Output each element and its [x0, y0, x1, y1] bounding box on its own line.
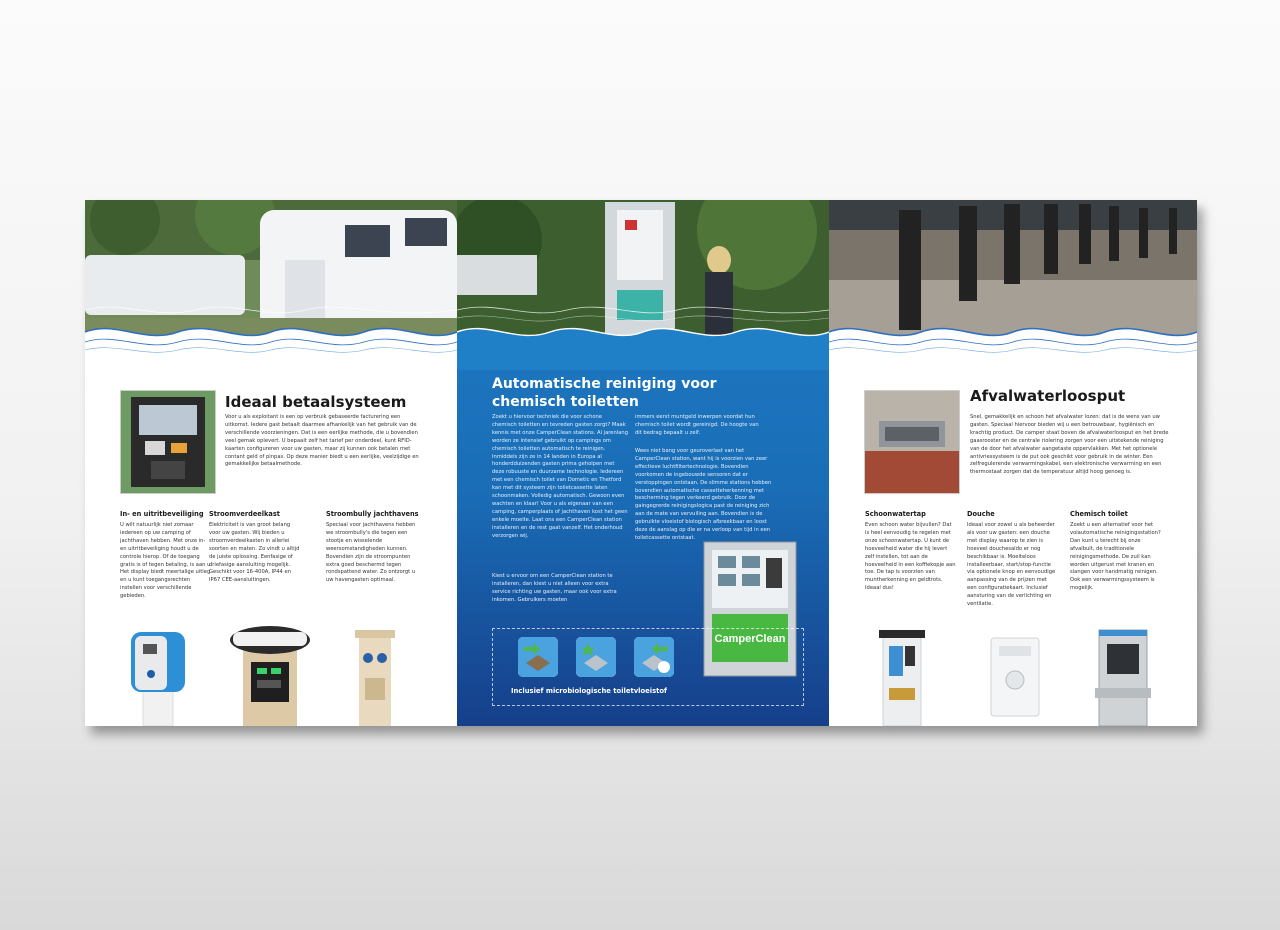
- badge-fluid-icon: [634, 637, 674, 677]
- title-line-1: Automatische reiniging voor: [492, 376, 717, 392]
- payment-terminal-photo: [120, 390, 216, 494]
- column-heading: Douche: [967, 510, 995, 518]
- shower-display-unit-image: [989, 636, 1041, 718]
- wastewater-title: Afvalwaterloosput: [970, 387, 1126, 405]
- wave-divider: [85, 270, 457, 370]
- wave-divider: [829, 270, 1197, 370]
- column-text: Elektriciteit is van groot belang voor uw gasten. Wij bieden u stroomverdeelkasten in allerlei soorten en maten. Zo vindt u altijd de juiste oplossing. Eenfasige of driefasige aansluiting mogelijk. Geschikt voor 16-400A, IP44 en IP67 CEE-aansluitingen.: [209, 522, 300, 584]
- chemical-toilet-dump-station-image: [1091, 628, 1155, 726]
- chemical-body-col2: immers eerst muntgeld inwerpen voordat hun chemisch toilet wordt gereinigd. De hoogte van dit bedrag bepaalt u zelf.: [635, 414, 759, 436]
- access-control-pillar-image: [125, 630, 191, 726]
- payment-title: Ideaal betaalsysteem: [225, 393, 407, 411]
- feature-badges: [492, 628, 804, 706]
- badge-insert-icon: [518, 637, 558, 677]
- drain-pit-photo: [864, 390, 960, 494]
- column-heading: Stroomverdeelkast: [209, 510, 280, 518]
- chemical-body-col1b: Kiest u ervoor om een CamperClean station te installeren, dan kiest u niet alleen voor extra service richting uw gasten, maar ook voor extra inkomen. Gebruikers moeten: [492, 573, 617, 603]
- brochure-spread: [85, 200, 1197, 726]
- payment-intro: Voor u als exploitant is een op verbruik gebaseerde facturering een uitkomst. Iedere gast betaalt daarmee afhankelijk van het gebruik van de verschillende voorzieningen. Dat is een eerlijke methode, die u bovendien veel gemak oplevert. U bepaalt zelf het tarief per onderdeel, kunt RFID-kaarten configureren voor uw gasten, maar zij kunnen ook betalen met contant geld of pinpas. Op deze manier biedt u een eerlijke, veelzijdige en gemakkelijke betaalmethode.: [225, 414, 419, 468]
- marina-power-bollard-image: [345, 628, 405, 726]
- column-text: Even schoon water bijvullen? Dat is heel eenvoudig te regelen met onze schoonwatertap. U kunt de hoeveelheid water die hij levert zelf instellen, tot aan de hoeveelheid in een koffiekopje aan toe. De tap is voorzien van muntherkenning en geldtrots. Ideaal dus!: [865, 522, 956, 592]
- column-heading: Stroombully jachthavens: [326, 510, 419, 518]
- chemical-toilet-title: [492, 375, 812, 411]
- panel-payment: [85, 200, 457, 726]
- panel-wastewater: [829, 200, 1197, 726]
- title-line-2: chemisch toiletten: [492, 394, 639, 410]
- column-text: Speciaal voor jachthavens hebben we stroombully's die tegen een stootje en wisselende weersomstandigheden kunnen. Bovendien zijn de stroompunten extra goed beschermd tegen rondspattend water. Zo ontzorgt u uw havengasten optimaal.: [326, 522, 416, 584]
- water-tap-pillar-image: [871, 628, 933, 726]
- column-heading: Chemisch toilet: [1070, 510, 1128, 518]
- panel-chemical-toilet: [457, 200, 829, 726]
- badge-clean-icon: [576, 637, 616, 677]
- column-heading: In- en uitritbeveiliging: [120, 510, 204, 518]
- power-distribution-box-image: [225, 622, 315, 726]
- column-text: U wilt natuurlijk niet zomaar iedereen op uw camping of jachthaven hebben. Met onze in- en uitritbeveiliging houdt u de controle hierop. Of de toegang gratis is of tegen betaling, is aan u. Het display biedt meertalige uitleg en u kunt toegangsrechten instellen voor verschillende gebieden.: [120, 522, 213, 600]
- column-heading: Schoonwatertap: [865, 510, 926, 518]
- chemical-body-col2b: Wees niet bang voor geuroverlast van het CamperClean station, want hij is voorzien van zeer effectieve luchtfiltertechnologie. Bovendien voorkomen de ingebouwde sensoren dat er verstoppingen ontstaan. De slimme stations hebben bovendien automatische cassetteherkenning met bescherming tegen verkeerd gebruik. Door de gaingegrerde reinigingslogica past de reiniging zich aan de mate van vervuiling aan. Bovendien is de gebruikte vloeistof biologisch afbreekbaar en loost deze de aanslag op die er na verloop van tijd in een toiletcassette ontstaat.: [635, 448, 772, 541]
- wave-divider: [457, 270, 829, 370]
- chemical-body-col1: Zoekt u hiervoor techniek die voor schone chemisch toiletten en tevreden gasten zorgt? Maak kennis met onze CamperClean stations. Al jarenlang worden ze intensief gebruikt op campings om chemisch toiletten automatisch te reinigen. Inmiddels zijn ze in 14 landen in Europa al honderdduizenden gasten prima geholpen met deze robuuste en duurzame technologie. Iedereen met een chemisch toilet van Dometic en Thetford kan met dit systeem zijn toiletcassette laten schoonmaken. Volledig automatisch. Gewoon even wachten en klaar! Voor u als eigenaar van een camping, camperplaats of jachthaven kost het geen enkele moeite. Laat ons een CamperClean station installeren en de rest gaat vanzelf. Het onderhoud verzorgen wij.: [492, 414, 628, 539]
- camperclean-logo-text: CamperClean: [714, 633, 786, 645]
- column-text: Zoekt u een alternatief voor het volautomatische reinigingsstation? Dan kunt u terecht bij onze afvalbult, de traditionele reinigingsmethode. De zuil kan worden uitgerust met kranen en slangen voor handmatig reinigen. Ook een verwarmingssysteem is mogelijk.: [1070, 522, 1161, 592]
- wastewater-intro: Snel, gemakkelijk en schoon het afvalwater lozen: dat is de wens van uw gasten. Speciaal hiervoor bieden wij u een betrouwbaar, hygiënisch en krachtig product. De camper staat boven de afvalwaterloosput en het brede gaasrooster en de centrale riolering zorgen voor een uitstekende reiniging van de door het afvalwater aangetaste oppervlakken. Met het optionele antivriessysteem is de put ook geschikt voor gebruik in de winter. Een zelfregulerende verwarmingskabel, een elektronische verwarming en een thermostaat zorgen dat de temperatuur altijd hoog genoeg is.: [970, 414, 1169, 476]
- badges-caption: Inclusief microbiologische toiletvloeistof: [510, 687, 667, 695]
- column-text: Ideaal voor zowel u als beheerder als voor uw gasten: een douche met display waarop te zien is hoeveel douchesaldo er nog beschikbaar is. Moeiteloos installeerbaar, start/stop-functie via optionele knop en eenvoudige aanpassing van de prijzen met een configuratiekaart. Inclusief aansturing van de verlichting en ventilatie.: [967, 522, 1056, 608]
